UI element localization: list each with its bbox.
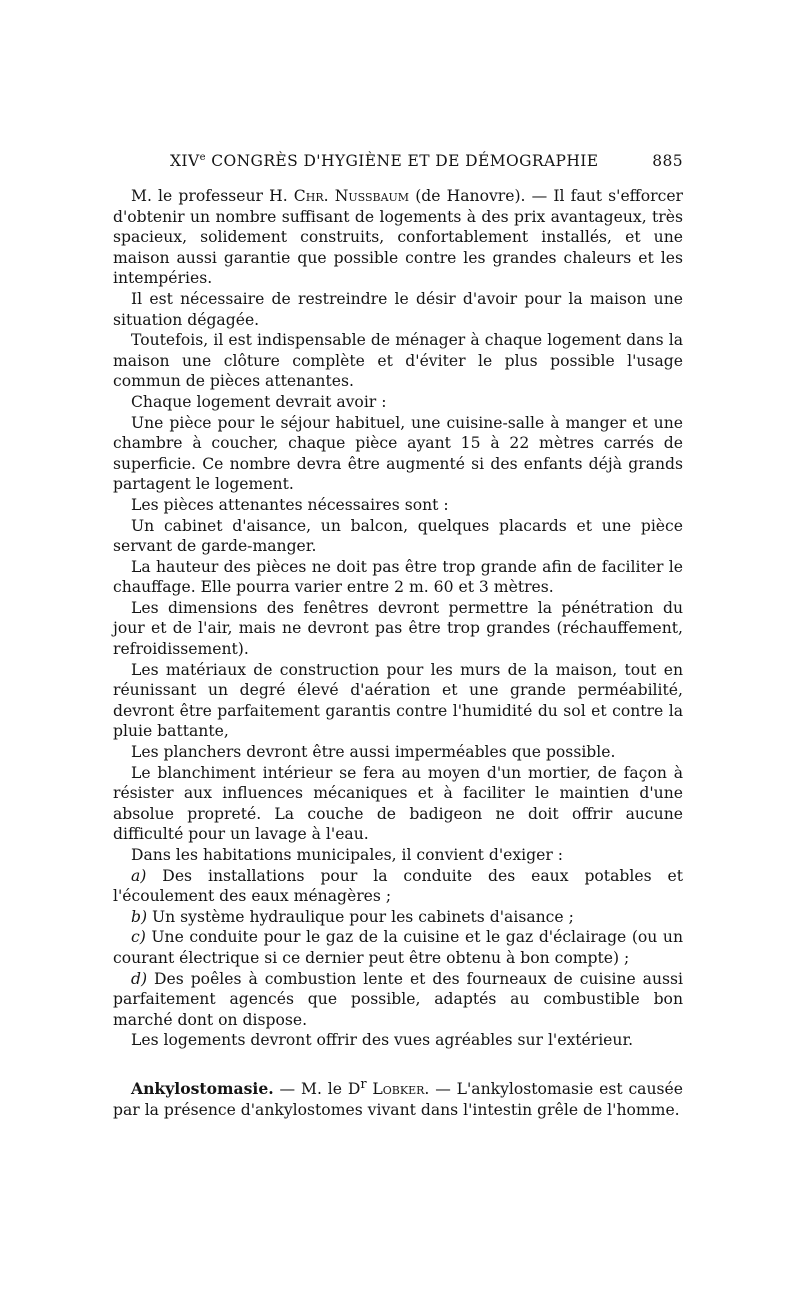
section-gap bbox=[113, 1051, 683, 1075]
paragraph: Toutefois, il est indispensable de ménager à chaque logement dans la maison une clôture complète et d'éviter le plus possible l'usage commun de pièces attenantes. bbox=[113, 331, 683, 391]
paragraph: Un cabinet d'aisance, un balcon, quelques placards et une pièce servant de garde-manger. bbox=[113, 516, 683, 556]
paragraph-closing: Les logements devront offrir des vues agréables sur l'extérieur. bbox=[131, 1031, 634, 1050]
section-lead: — M. le D bbox=[273, 1080, 361, 1099]
list-text: Un système hydraulique pour les cabinets d'aisance ; bbox=[147, 907, 574, 926]
list-marker: b) bbox=[131, 907, 148, 926]
list-item bbox=[113, 907, 683, 928]
paragraph: Les planchers devront être aussi imperméables que possible. bbox=[131, 743, 616, 762]
list-item bbox=[113, 969, 683, 1031]
section-text: . — L'ankylostomasie est causée par la présence d'ankylostomes vivant dans l'intestin grêle de l'homme. bbox=[113, 1080, 683, 1119]
list-item bbox=[113, 866, 683, 907]
list-marker: a) bbox=[131, 866, 147, 885]
paragraph: Les pièces attenantes nécessaires sont : bbox=[131, 495, 449, 514]
paragraph: Chaque logement devrait avoir : bbox=[131, 392, 387, 411]
section-heading: Ankylostomasie. bbox=[131, 1079, 274, 1099]
running-title bbox=[170, 152, 599, 170]
speaker-name: Chr. Nussbaum bbox=[293, 187, 410, 205]
paragraph: Le blanchiment intérieur se fera au moyen d'un mortier, de façon à résister aux influences mécaniques et à faciliter le maintien d'une absolue propreté. La couche de badigeon ne doit offrir aucune difficulté pour un lavage à l'eau. bbox=[113, 763, 683, 844]
page bbox=[113, 148, 683, 1120]
page-number: 885 bbox=[652, 152, 683, 170]
section-speaker-name: Lobker bbox=[366, 1080, 425, 1099]
list-marker: d) bbox=[131, 969, 148, 988]
paragraph: Les dimensions des fenêtres devront permettre la pénétration du jour et de l'air, mais ne devront pas être trop grandes (réchauffement, refroidissement). bbox=[113, 598, 683, 659]
paragraph: Les matériaux de construction pour les murs de la maison, tout en réunissant un degré élevé d'aération et une grande perméabilité, devront être parfaitement garantis contre l'humidité du sol et contre la pluie battante, bbox=[113, 660, 683, 741]
running-title-sup: e bbox=[199, 152, 206, 163]
paragraph-nussbaum bbox=[113, 186, 683, 289]
list-text: Une conduite pour le gaz de la cuisine et le gaz d'éclairage (ou un courant électrique si ce dernier peut être obtenu à bon compte) ; bbox=[113, 928, 683, 967]
list-marker: c) bbox=[131, 928, 146, 947]
list-item bbox=[113, 927, 683, 968]
speaker-intro: M. le professeur H. bbox=[131, 187, 294, 205]
paragraph: Il est nécessaire de restreindre le désir d'avoir pour la maison une situation dégagée. bbox=[113, 289, 683, 329]
paragraph: Dans les habitations municipales, il convient d'exiger : bbox=[131, 846, 564, 864]
paragraph: La hauteur des pièces ne doit pas être trop grande afin de faciliter le chauffage. Elle pourra varier entre 2 m. 60 et 3 mètres. bbox=[113, 557, 683, 597]
section-lead-sup: r bbox=[360, 1076, 367, 1092]
body-text bbox=[113, 186, 683, 1120]
paragraph: Une pièce pour le séjour habituel, une cuisine-salle à manger et une chambre à coucher, chaque pièce ayant 15 à 22 mètres carrés de superficie. Ce nombre devra être augmenté si des enfants déjà grands partagent le logement. bbox=[113, 413, 683, 494]
list-text: Des installations pour la conduite des eaux potables et l'écoulement des eaux ménagères ; bbox=[113, 866, 683, 906]
section-paragraph bbox=[113, 1075, 683, 1120]
running-title-prefix: XIV bbox=[170, 152, 200, 170]
running-head bbox=[113, 148, 683, 176]
list-text: Des poêles à combustion lente et des fourneaux de cuisine aussi parfaitement agencés que possible, adaptés au combustible bon marché dont on dispose. bbox=[113, 969, 683, 1029]
paragraph-text: (de Hanovre). — Il faut s'efforcer d'obtenir un nombre suffisant de logements à des prix avantageux, très spacieux, solidement construits, confortablement installés, et une maison aussi garantie que possible contre les grandes chaleurs et les intempéries. bbox=[113, 187, 684, 288]
running-title-rest: CONGRÈS D'HYGIÈNE ET DE DÉMOGRAPHIE bbox=[205, 152, 599, 170]
